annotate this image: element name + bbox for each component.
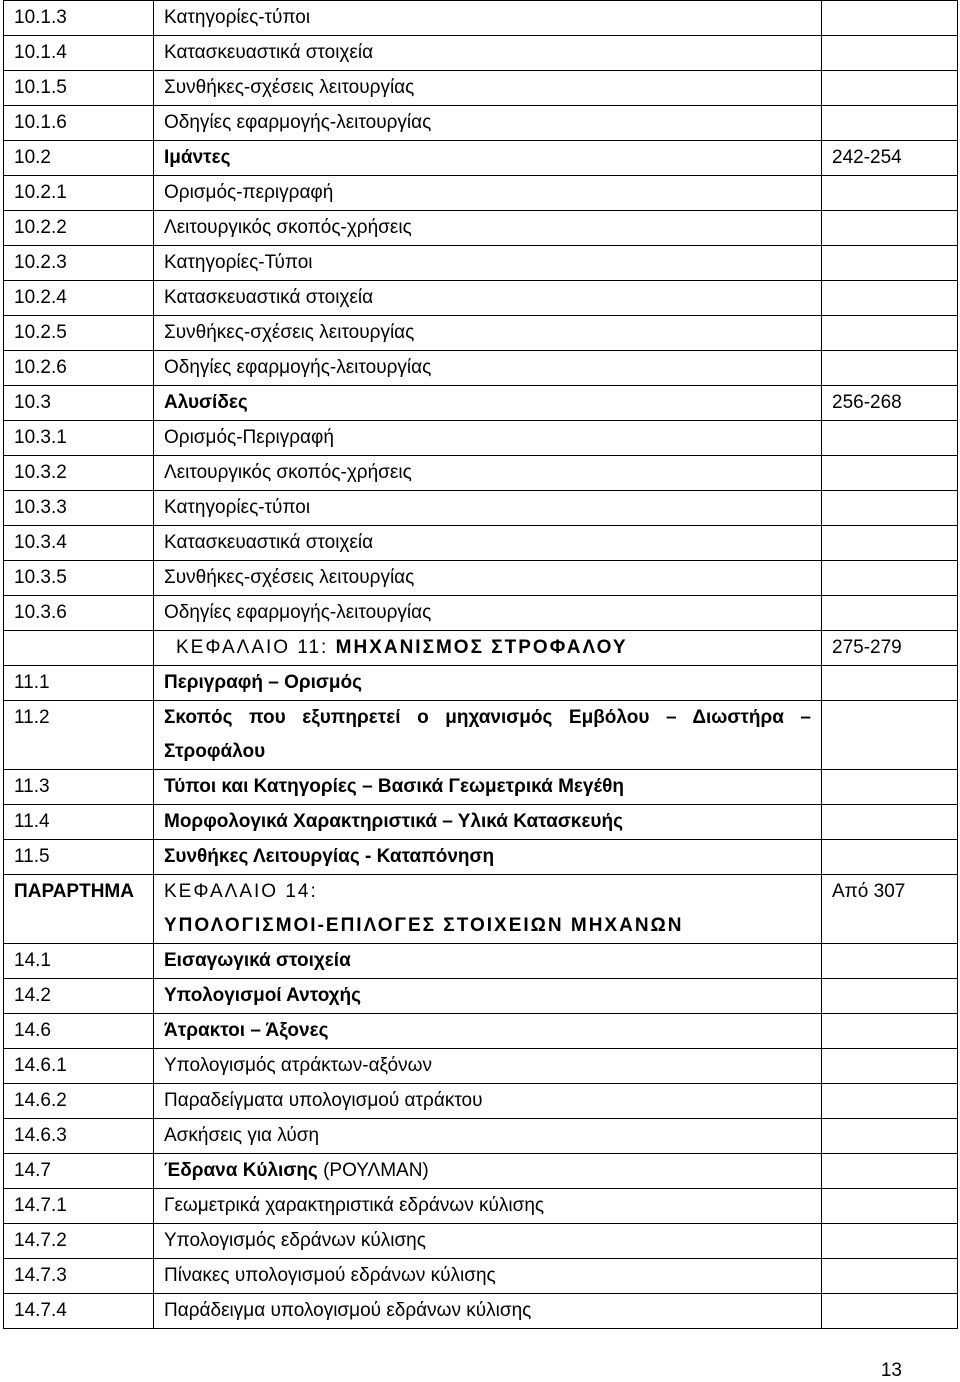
toc-row [4, 106, 958, 141]
section-number: 10.2.1 [4, 176, 154, 211]
section-pages [822, 701, 958, 770]
section-number: 14.6.2 [4, 1084, 154, 1119]
section-number: 14.7.2 [4, 1224, 154, 1259]
toc-row [4, 1119, 958, 1154]
toc-row [4, 351, 958, 386]
section-number: 10.2.6 [4, 351, 154, 386]
section-pages [822, 805, 958, 840]
section-number: 10.3.2 [4, 456, 154, 491]
section-title: Συνθήκες-σχέσεις λειτουργίας [154, 71, 822, 106]
section-number: 11.2 [4, 701, 154, 770]
section-pages [822, 770, 958, 805]
chapter-11-prefix: ΚΕΦΑΛΑΙΟ 11: [176, 637, 336, 658]
toc-row [4, 979, 958, 1014]
section-number: 10.3 [4, 386, 154, 421]
section-title: Υπολογισμός ατράκτων-αξόνων [154, 1049, 822, 1084]
section-title: Οδηγίες εφαρμογής-λειτουργίας [154, 351, 822, 386]
toc-row [4, 1259, 958, 1294]
section-title: Υπολογισμοί Αντοχής [154, 979, 822, 1014]
section-number: 14.7.1 [4, 1189, 154, 1224]
section-title-bold: Έδρανα Κύλισης [164, 1160, 318, 1181]
toc-row [4, 281, 958, 316]
section-title: Συνθήκες-σχέσεις λειτουργίας [154, 316, 822, 351]
section-number: 10.1.3 [4, 1, 154, 36]
section-number: 10.1.5 [4, 71, 154, 106]
section-pages [822, 1084, 958, 1119]
section-pages [822, 666, 958, 701]
section-title: Παραδείγματα υπολογισμού ατράκτου [154, 1084, 822, 1119]
section-pages [822, 561, 958, 596]
section-pages [822, 106, 958, 141]
appendix-label: ΠΑΡΑΡΤΗΜΑ [4, 875, 154, 944]
section-pages [822, 840, 958, 875]
section-pages [822, 979, 958, 1014]
section-pages [822, 1049, 958, 1084]
section-title: Γεωμετρικά χαρακτηριστικά εδράνων κύλισης [154, 1189, 822, 1224]
toc-row [4, 211, 958, 246]
section-title: Σκοπός που εξυπηρετεί ο μηχανισμός Εμβόλου – Διωστήρα – Στροφάλου [154, 701, 822, 770]
toc-row [4, 1189, 958, 1224]
toc-row [4, 421, 958, 456]
toc-row [4, 1084, 958, 1119]
toc-row [4, 491, 958, 526]
section-title: Περιγραφή – Ορισμός [154, 666, 822, 701]
section-title: Κατασκευαστικά στοιχεία [154, 281, 822, 316]
toc-row [4, 36, 958, 71]
section-title: Συνθήκες-σχέσεις λειτουργίας [154, 561, 822, 596]
chapter-number-empty [4, 631, 154, 666]
section-pages: 256-268 [822, 386, 958, 421]
section-title: Οδηγίες εφαρμογής-λειτουργίας [154, 106, 822, 141]
section-number: 10.2 [4, 141, 154, 176]
section-title: Μορφολογικά Χαρακτηριστικά – Υλικά Κατασκευής [154, 805, 822, 840]
section-number: 10.3.4 [4, 526, 154, 561]
toc-row [4, 1049, 958, 1084]
toc-row [4, 944, 958, 979]
section-title: Αλυσίδες [154, 386, 822, 421]
section-title: Ορισμός-Περιγραφή [154, 421, 822, 456]
toc-row [4, 770, 958, 805]
section-title: Ασκήσεις για λύση [154, 1119, 822, 1154]
appendix-prefix: ΚΕΦΑΛΑΙΟ 14: [164, 881, 318, 902]
toc-row [4, 176, 958, 211]
section-title: Παράδειγμα υπολογισμού εδράνων κύλισης [154, 1294, 822, 1329]
toc-row [4, 386, 958, 421]
section-pages [822, 1154, 958, 1189]
toc-row [4, 246, 958, 281]
toc-row [4, 456, 958, 491]
appendix-pages: Από 307 [822, 875, 958, 944]
section-number: 10.1.4 [4, 36, 154, 71]
section-number: 10.3.5 [4, 561, 154, 596]
section-pages [822, 71, 958, 106]
section-pages [822, 176, 958, 211]
section-title: Κατηγορίες-Τύποι [154, 246, 822, 281]
page-number: 13 [880, 1360, 902, 1381]
toc-row [4, 561, 958, 596]
appendix-header [4, 875, 958, 944]
section-number: 10.3.1 [4, 421, 154, 456]
section-number: 10.2.3 [4, 246, 154, 281]
section-number: 14.6.1 [4, 1049, 154, 1084]
chapter-11-header [4, 631, 958, 666]
toc-row [4, 1, 958, 36]
section-number: 11.4 [4, 805, 154, 840]
section-number: 14.7.3 [4, 1259, 154, 1294]
section-number: 10.2.4 [4, 281, 154, 316]
section-title: Εισαγωγικά στοιχεία [154, 944, 822, 979]
appendix-name: ΥΠΟΛΟΓΙΣΜΟΙ-ΕΠΙΛΟΓΕΣ ΣΤΟΙΧΕΙΩΝ ΜΗΧΑΝΩΝ [164, 915, 684, 936]
section-title: Λειτουργικός σκοπός-χρήσεις [154, 211, 822, 246]
section-pages [822, 1, 958, 36]
section-title: Συνθήκες Λειτουργίας - Καταπόνηση [154, 840, 822, 875]
section-title: Οδηγίες εφαρμογής-λειτουργίας [154, 596, 822, 631]
section-pages [822, 1224, 958, 1259]
section-number: 10.2.5 [4, 316, 154, 351]
chapter-11-title [154, 631, 822, 666]
section-title [154, 1154, 822, 1189]
section-pages [822, 944, 958, 979]
section-number: 10.3.6 [4, 596, 154, 631]
toc-row [4, 666, 958, 701]
toc-row [4, 141, 958, 176]
section-number: 10.3.3 [4, 491, 154, 526]
section-title: Υπολογισμός εδράνων κύλισης [154, 1224, 822, 1259]
toc-row [4, 840, 958, 875]
section-pages [822, 1189, 958, 1224]
toc-row [4, 1154, 958, 1189]
toc-row [4, 71, 958, 106]
toc-body [4, 1, 958, 1329]
appendix-title [154, 875, 822, 944]
section-pages [822, 491, 958, 526]
toc-row [4, 805, 958, 840]
section-title-rest: (ΡΟΥΛΜΑΝ) [317, 1160, 429, 1181]
section-number: 14.6.3 [4, 1119, 154, 1154]
table-of-contents [3, 0, 958, 1329]
section-title: Τύποι και Κατηγορίες – Βασικά Γεωμετρικά Μεγέθη [154, 770, 822, 805]
section-pages [822, 36, 958, 71]
section-number: 14.7 [4, 1154, 154, 1189]
section-pages [822, 421, 958, 456]
section-number: 11.3 [4, 770, 154, 805]
section-title: Ιμάντες [154, 141, 822, 176]
section-title: Κατασκευαστικά στοιχεία [154, 526, 822, 561]
toc-row [4, 701, 958, 770]
toc-row [4, 1294, 958, 1329]
section-pages [822, 316, 958, 351]
section-number: 14.6 [4, 1014, 154, 1049]
section-pages [822, 526, 958, 561]
chapter-11-pages: 275-279 [822, 631, 958, 666]
chapter-11-name: ΜΗΧΑΝΙΣΜΟΣ ΣΤΡΟΦΑΛΟΥ [335, 637, 628, 658]
section-number: 14.2 [4, 979, 154, 1014]
section-number: 14.1 [4, 944, 154, 979]
section-pages [822, 211, 958, 246]
toc-row [4, 526, 958, 561]
section-pages [822, 246, 958, 281]
section-pages: 242-254 [822, 141, 958, 176]
toc-row [4, 316, 958, 351]
section-pages [822, 1294, 958, 1329]
section-pages [822, 456, 958, 491]
section-number: 11.5 [4, 840, 154, 875]
section-pages [822, 281, 958, 316]
section-number: 10.1.6 [4, 106, 154, 141]
section-number: 11.1 [4, 666, 154, 701]
section-pages [822, 1119, 958, 1154]
section-number: 14.7.4 [4, 1294, 154, 1329]
section-title: Άτρακτοι – Άξονες [154, 1014, 822, 1049]
section-number: 10.2.2 [4, 211, 154, 246]
section-title: Κατασκευαστικά στοιχεία [154, 36, 822, 71]
section-pages [822, 596, 958, 631]
toc-row [4, 1224, 958, 1259]
section-title: Πίνακες υπολογισμού εδράνων κύλισης [154, 1259, 822, 1294]
section-title: Λειτουργικός σκοπός-χρήσεις [154, 456, 822, 491]
toc-row [4, 596, 958, 631]
section-title: Ορισμός-περιγραφή [154, 176, 822, 211]
section-title: Κατηγορίες-τύποι [154, 1, 822, 36]
toc-row [4, 1014, 958, 1049]
section-pages [822, 351, 958, 386]
section-pages [822, 1014, 958, 1049]
section-pages [822, 1259, 958, 1294]
section-title: Κατηγορίες-τύποι [154, 491, 822, 526]
